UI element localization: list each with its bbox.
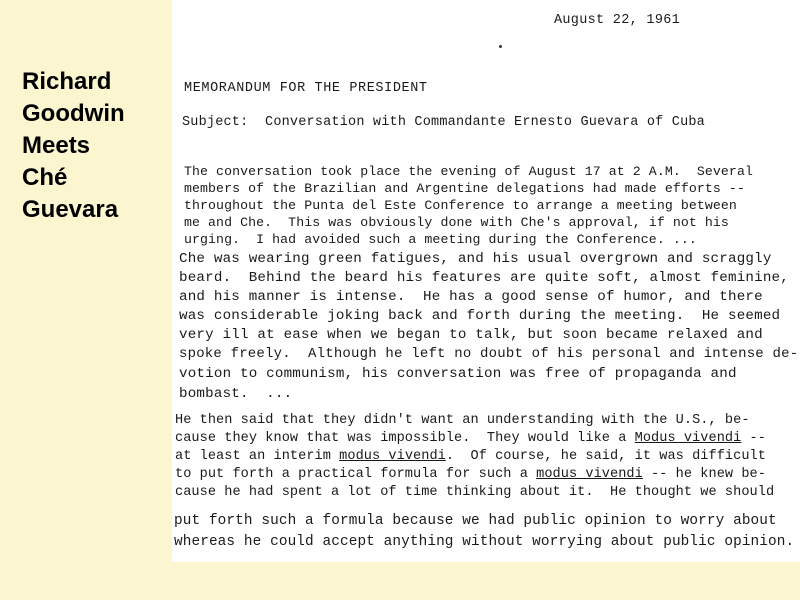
title-line-1: Richard (22, 68, 112, 95)
paragraph-2-line-2: beard. Behind the beard his features are quite soft, almost feminine, (179, 270, 789, 286)
memo-subject: Subject: Conversation with Commandante Ernesto Guevara of Cuba (182, 115, 705, 130)
modus-vivendi-term-3: modus vivendi (536, 467, 643, 482)
paragraph-3-line-1: He then said that they didn't want an understanding with the U.S., be- (175, 413, 750, 428)
modus-vivendi-term-2: modus vivendi (339, 449, 446, 464)
paragraph-2-line-1: Che was wearing green fatigues, and his usual overgrown and scraggly (179, 251, 772, 267)
paragraph-2-line-3: and his manner is intense. He has a good sense of humor, and there (179, 289, 763, 305)
paragraph-1-line-2: members of the Brazilian and Argentine delegations had made efforts -- (184, 181, 745, 196)
paragraph-1-line-5: urging. I had avoided such a meeting during the Conference. ... (184, 232, 697, 247)
paragraph-4-line-2: whereas he could accept anything without worrying about public opinion. (174, 534, 795, 550)
memo-heading: MEMORANDUM FOR THE PRESIDENT (184, 81, 428, 96)
paragraph-3-line-2-end: -- (741, 431, 766, 446)
paragraph-3-line-4-end: -- he knew be- (642, 467, 766, 482)
paragraph-3-line-4-start: to put forth a practical formula for such a (175, 467, 537, 482)
memo-date: August 22, 1961 (554, 13, 681, 28)
memorandum-document (172, 0, 800, 562)
paragraph-2-line-8: bombast. ... (179, 386, 293, 402)
paragraph-2-line-4: was considerable joking back and forth during the meeting. He seemed (179, 308, 781, 324)
stray-dot (499, 45, 502, 48)
paragraph-3-line-2-start: cause they know that was impossible. They would like a (175, 431, 635, 446)
paragraph-1-line-4: me and Che. This was obviously done with Che's approval, if not his (184, 215, 729, 230)
paragraph-1-line-3: throughout the Punta del Este Conference to arrange a meeting between (184, 198, 737, 213)
paragraph-3-line-4 (175, 467, 766, 482)
paragraph-3-line-5: cause he had spent a lot of time thinking about it. He thought we should (175, 485, 775, 500)
modus-vivendi-term-1: Modus vivendi (634, 431, 742, 446)
title-line-3: Meets (22, 132, 91, 159)
paragraph-2-line-5: very ill at ease when we began to talk, but soon became relaxed and (179, 327, 763, 343)
paragraph-2-line-7: votion to communism, his conversation was free of propaganda and (179, 366, 737, 382)
slide-title (22, 66, 167, 226)
title-line-5: Guevara (22, 196, 119, 223)
title-line-4: Ché (22, 164, 68, 191)
paragraph-3-line-2 (175, 431, 766, 446)
paragraph-3-line-3 (175, 449, 766, 464)
paragraph-2-line-6: spoke freely. Although he left no doubt of his personal and intense de- (179, 346, 799, 362)
paragraph-1-line-1: The conversation took place the evening of August 17 at 2 A.M. Several (184, 164, 753, 179)
title-line-2: Goodwin (22, 100, 125, 127)
paragraph-3-line-3-end: . Of course, he said, it was difficult (445, 449, 766, 464)
paragraph-4-line-1: put forth such a formula because we had public opinion to worry about (174, 513, 777, 529)
paragraph-3-line-3-start: at least an interim (175, 449, 340, 464)
